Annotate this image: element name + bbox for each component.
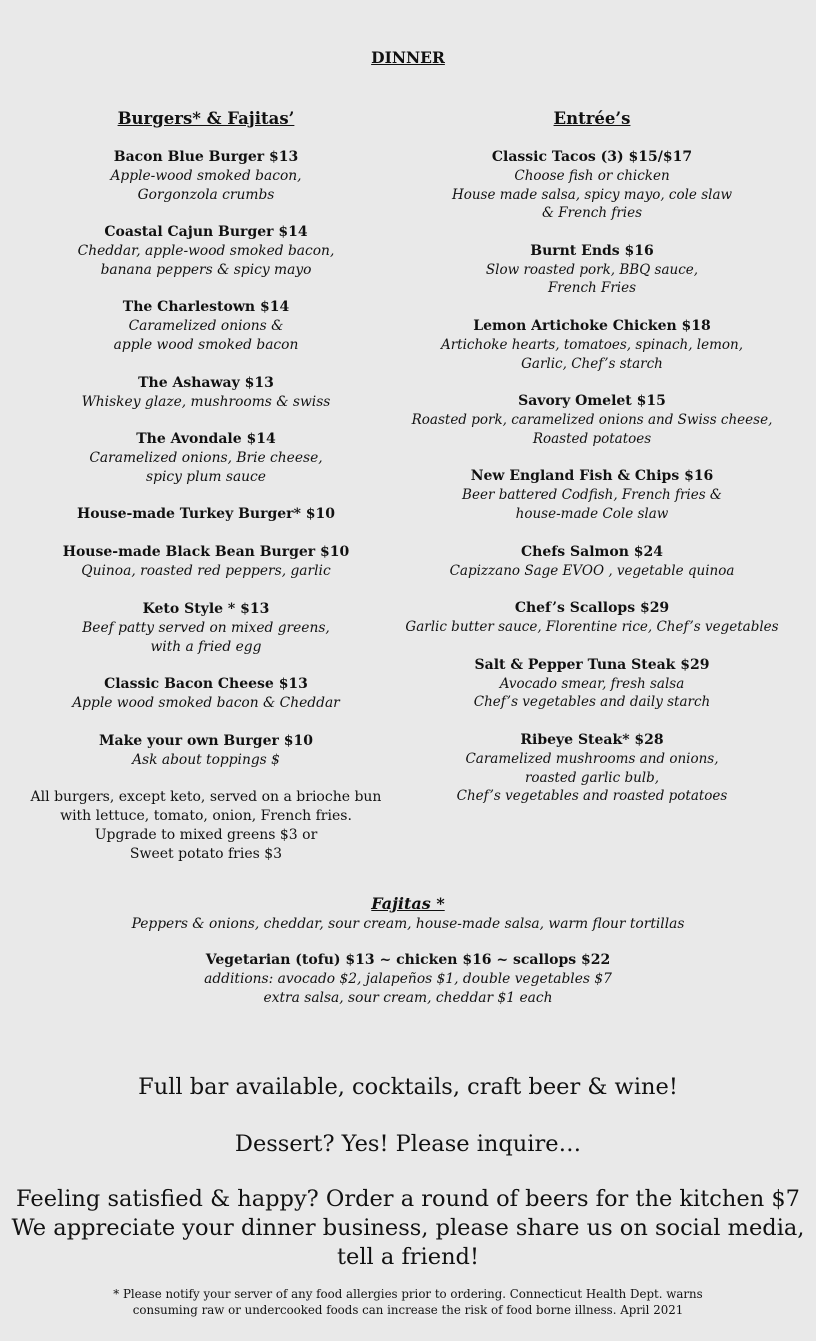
fajitas-description: Peppers & onions, cheddar, sour cream, house-made salsa, warm flour tortillas [131,916,685,932]
menu-item-name: The Charlestown $14 [122,299,290,316]
menu-item [400,317,784,373]
menu-item [8,148,404,204]
menu-item-description: Choose fish or chicken House made salsa, spicy mayo, cole slaw & French fries [451,168,733,222]
menu-item [8,675,404,713]
menu-item [400,467,784,523]
menu-item-name: Bacon Blue Burger $13 [113,149,299,165]
menu-item-name: Chef’s Scallops $29 [514,600,670,617]
menu-item-name: The Ashaway $13 [138,374,274,391]
thank-you-message: Feeling satisfied & happy? Order a round of beers for the kitchen $7 We appreciate your dinner business, please share us on social media, tell a friend! [11,1186,805,1270]
menu-item-name: House-made Turkey Burger* $10 [77,506,335,523]
fajitas-section [0,893,816,1008]
menu-item-name: Lemon Artichoke Chicken $18 [473,317,711,334]
page-title: DINNER [371,48,445,67]
menu-item [400,392,784,448]
burgers-heading: Burgers* & Fajitas’ [117,109,295,128]
menu-item [400,656,784,712]
menu-item-name: The Avondale $14 [136,431,276,448]
menu-item-name: Classic Bacon Cheese $13 [104,676,308,693]
menu-item [400,731,784,806]
menu-item [8,223,404,279]
menu-item-description: Capizzano Sage EVOO , vegetable quinoa [449,562,735,579]
menu-item-name: Salt & Pepper Tuna Steak $29 [474,656,710,673]
menu-item-description: Cheddar, apple-wood smoked bacon, banana peppers & spicy mayo [77,243,335,278]
menu-item-name: Savory Omelet $15 [518,393,666,410]
menu-item [400,599,784,637]
menu-item-description: Beer battered Codfish, French fries & house-made Cole slaw [462,487,722,522]
menu-item [400,148,784,223]
menu-item [8,600,404,656]
entrees-heading: Entrée’s [553,109,631,128]
fajitas-prices: Vegetarian (tofu) $13 ~ chicken $16 ~ scallops $22 [205,952,611,968]
menu-item-description: Garlic butter sauce, Florentine rice, Chef’s vegetables [405,619,779,636]
menu-item [8,374,404,412]
menu-item-description: Avocado smear, fresh salsa Chef’s vegetables and daily starch [473,675,711,711]
burgers-note: All burgers, except keto, served on a brioche bun with lettuce, tomato, onion, French fries. Upgrade to mixed greens $3 or Sweet potato fries $3 [30,789,382,863]
menu-item-name: Ribeye Steak* $28 [520,731,664,748]
menu-item-name: Classic Tacos (3) $15/$17 [491,149,693,165]
menu-item-description: Artichoke hearts, tomatoes, spinach, lemon, Garlic, Chef’s starch [440,336,744,372]
menu-item-description: Ask about toppings $ [132,751,280,768]
fajitas-title: Fajitas * [371,894,445,913]
allergy-disclaimer: * Please notify your server of any food allergies prior to ordering. Connecticut Health Dept. warns consuming raw or undercooked foods can increase the risk of food borne illness. April 2021 [113,1287,703,1317]
menu-item [8,430,404,486]
menu-item-description: Caramelized onions, Brie cheese, spicy plum sauce [89,450,323,485]
fajitas-additions: additions: avocado $2, jalapeños $1, double vegetables $7 extra salsa, sour cream, cheddar $1 each [204,971,612,1006]
menu-item-description: Apple-wood smoked bacon, Gorgonzola crumbs [110,168,302,203]
menu-item-description: Beef patty served on mixed greens, with a fried egg [82,619,330,655]
menu-item-description: Caramelized mushrooms and onions, roasted garlic bulb, Chef’s vegetables and roasted potatoes [456,750,728,805]
menu-item-description: Caramelized onions & apple wood smoked bacon [113,318,299,353]
menu-item [8,543,404,581]
menu-item-description: Slow roasted pork, BBQ sauce, French Fries [485,261,699,297]
burgers-list [8,148,404,769]
menu-item-name: New England Fish & Chips $16 [470,468,714,485]
dessert-line: Dessert? Yes! Please inquire… [234,1131,582,1157]
menu-item-name: Keto Style * $13 [142,600,270,617]
menu-item-name: House-made Black Bean Burger $10 [62,544,350,561]
menu-item-description: Roasted pork, caramelized onions and Swiss cheese, Roasted potatoes [411,412,773,447]
menu-item [400,242,784,298]
menu-item-name: Chefs Salmon $24 [521,543,663,560]
menu-item-description: Quinoa, roasted red peppers, garlic [81,563,331,580]
menu-item-name: Burnt Ends $16 [530,242,654,259]
burgers-column [8,108,404,864]
entrees-list [400,148,784,806]
menu-item-description: Whiskey glaze, mushrooms & swiss [81,393,331,410]
bar-announcement: Full bar available, cocktails, craft beer & wine! [138,1074,678,1100]
menu-item [8,298,404,354]
menu-item [8,732,404,770]
menu-item [400,543,784,581]
menu-item-name: Make your own Burger $10 [99,732,313,749]
menu-item-name: Coastal Cajun Burger $14 [104,224,308,241]
entrees-column [400,108,784,825]
menu-item-description: Apple wood smoked bacon & Cheddar [72,695,340,712]
menu-item [8,505,404,524]
